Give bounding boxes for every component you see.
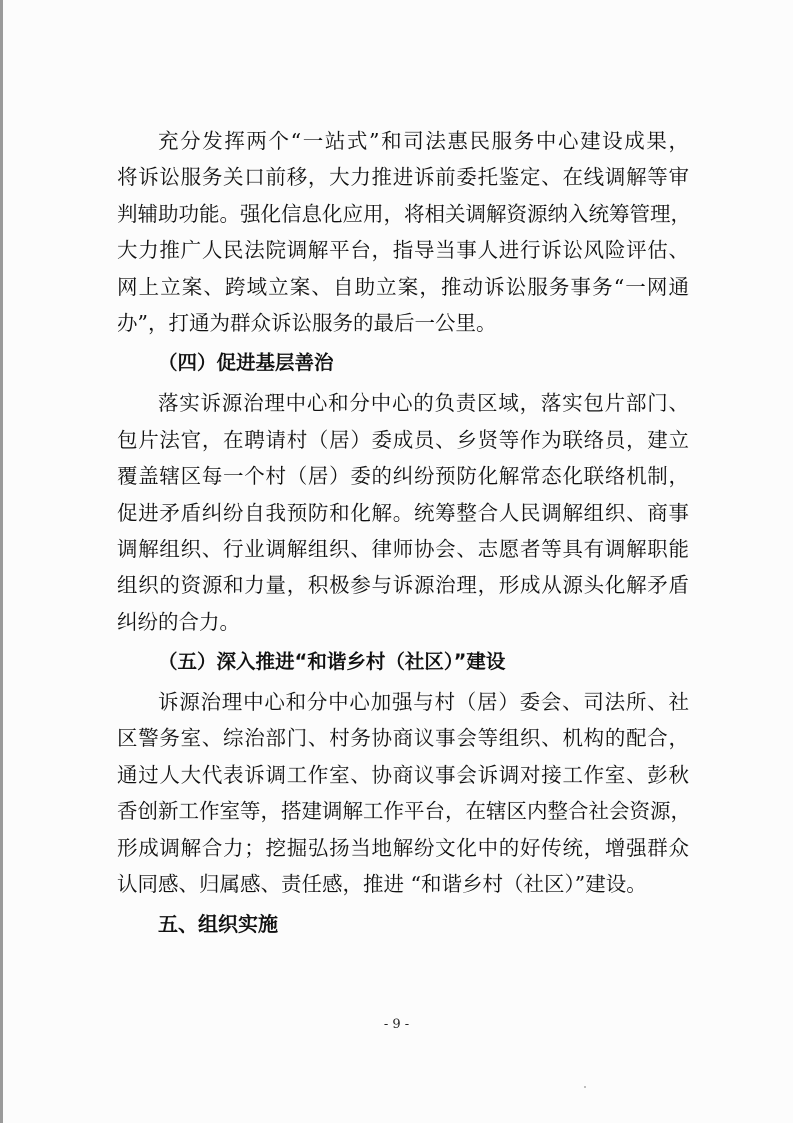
paragraph-line: 办”，打通为群众诉讼服务的最后一公里。: [117, 310, 497, 335]
paragraph-line: 纠纷的合力。: [117, 609, 240, 634]
paragraph-line: 调解组织、行业调解组织、律师协会、志愿者等具有调解职能: [117, 536, 689, 561]
paragraph-line: 促进矛盾纠纷自我预防和化解。统筹整合人民调解组织、商事: [117, 500, 689, 525]
paragraph-line: 香创新工作室等，搭建调解工作平台，在辖区内整合社会资源，: [117, 799, 691, 824]
paragraph-line: 判辅助功能。强化信息化应用，将相关调解资源纳入统筹管理，: [117, 201, 691, 226]
scan-edge: [0, 0, 3, 1123]
paragraph-line: 覆盖辖区每一个村（居）委的纠纷预防化解常态化联络机制，: [117, 464, 689, 489]
paragraph-line: 区警务室、综治部门、村务协商议事会等组织、机构的配合，: [117, 726, 689, 751]
section-heading-5: （五）深入推进“和谐乡村（社区）”建设: [158, 650, 506, 674]
paragraph-line: 诉源治理中心和分中心加强与村（居）委会、司法所、社: [158, 690, 689, 715]
paragraph-line: 充分发挥两个“一站式”和司法惠民服务中心建设成果，: [158, 129, 689, 153]
paragraph-line: 落实诉源治理中心和分中心的负责区域，落实包片部门、: [158, 391, 689, 416]
page-number: - 9 -: [383, 1017, 410, 1032]
document-body: [117, 123, 689, 946]
paragraph-line: 认同感、归属感、责任感，推进 “和谐乡村（社区）”建设。: [117, 872, 647, 897]
paragraph-line: 组织的资源和力量，积极参与诉源治理，形成从源头化解矛盾: [117, 573, 689, 598]
scan-speck: [584, 1086, 586, 1088]
paragraph-line: 网上立案、跨域立案、自助立案，推动诉讼服务事务“一网通: [117, 274, 689, 299]
section-heading-4: （四）促进基层善治: [158, 351, 334, 375]
paragraph-line: 将诉讼服务关口前移，大力推进诉前委托鉴定、在线调解等审: [117, 165, 689, 190]
chapter-heading: 五、组织实施: [158, 912, 278, 937]
paragraph-line: 包片法官，在聘请村（居）委成员、乡贤等作为联络员，建立: [117, 427, 689, 452]
paragraph-line: 大力推广人民法院调解平台，指导当事人进行诉讼风险评估、: [117, 238, 689, 263]
paragraph-line: 通过人大代表诉调工作室、协商议事会诉调对接工作室、彭秋: [117, 762, 689, 787]
paragraph-line: 形成调解合力；挖掘弘扬当地解纷文化中的好传统，增强群众: [117, 835, 689, 860]
